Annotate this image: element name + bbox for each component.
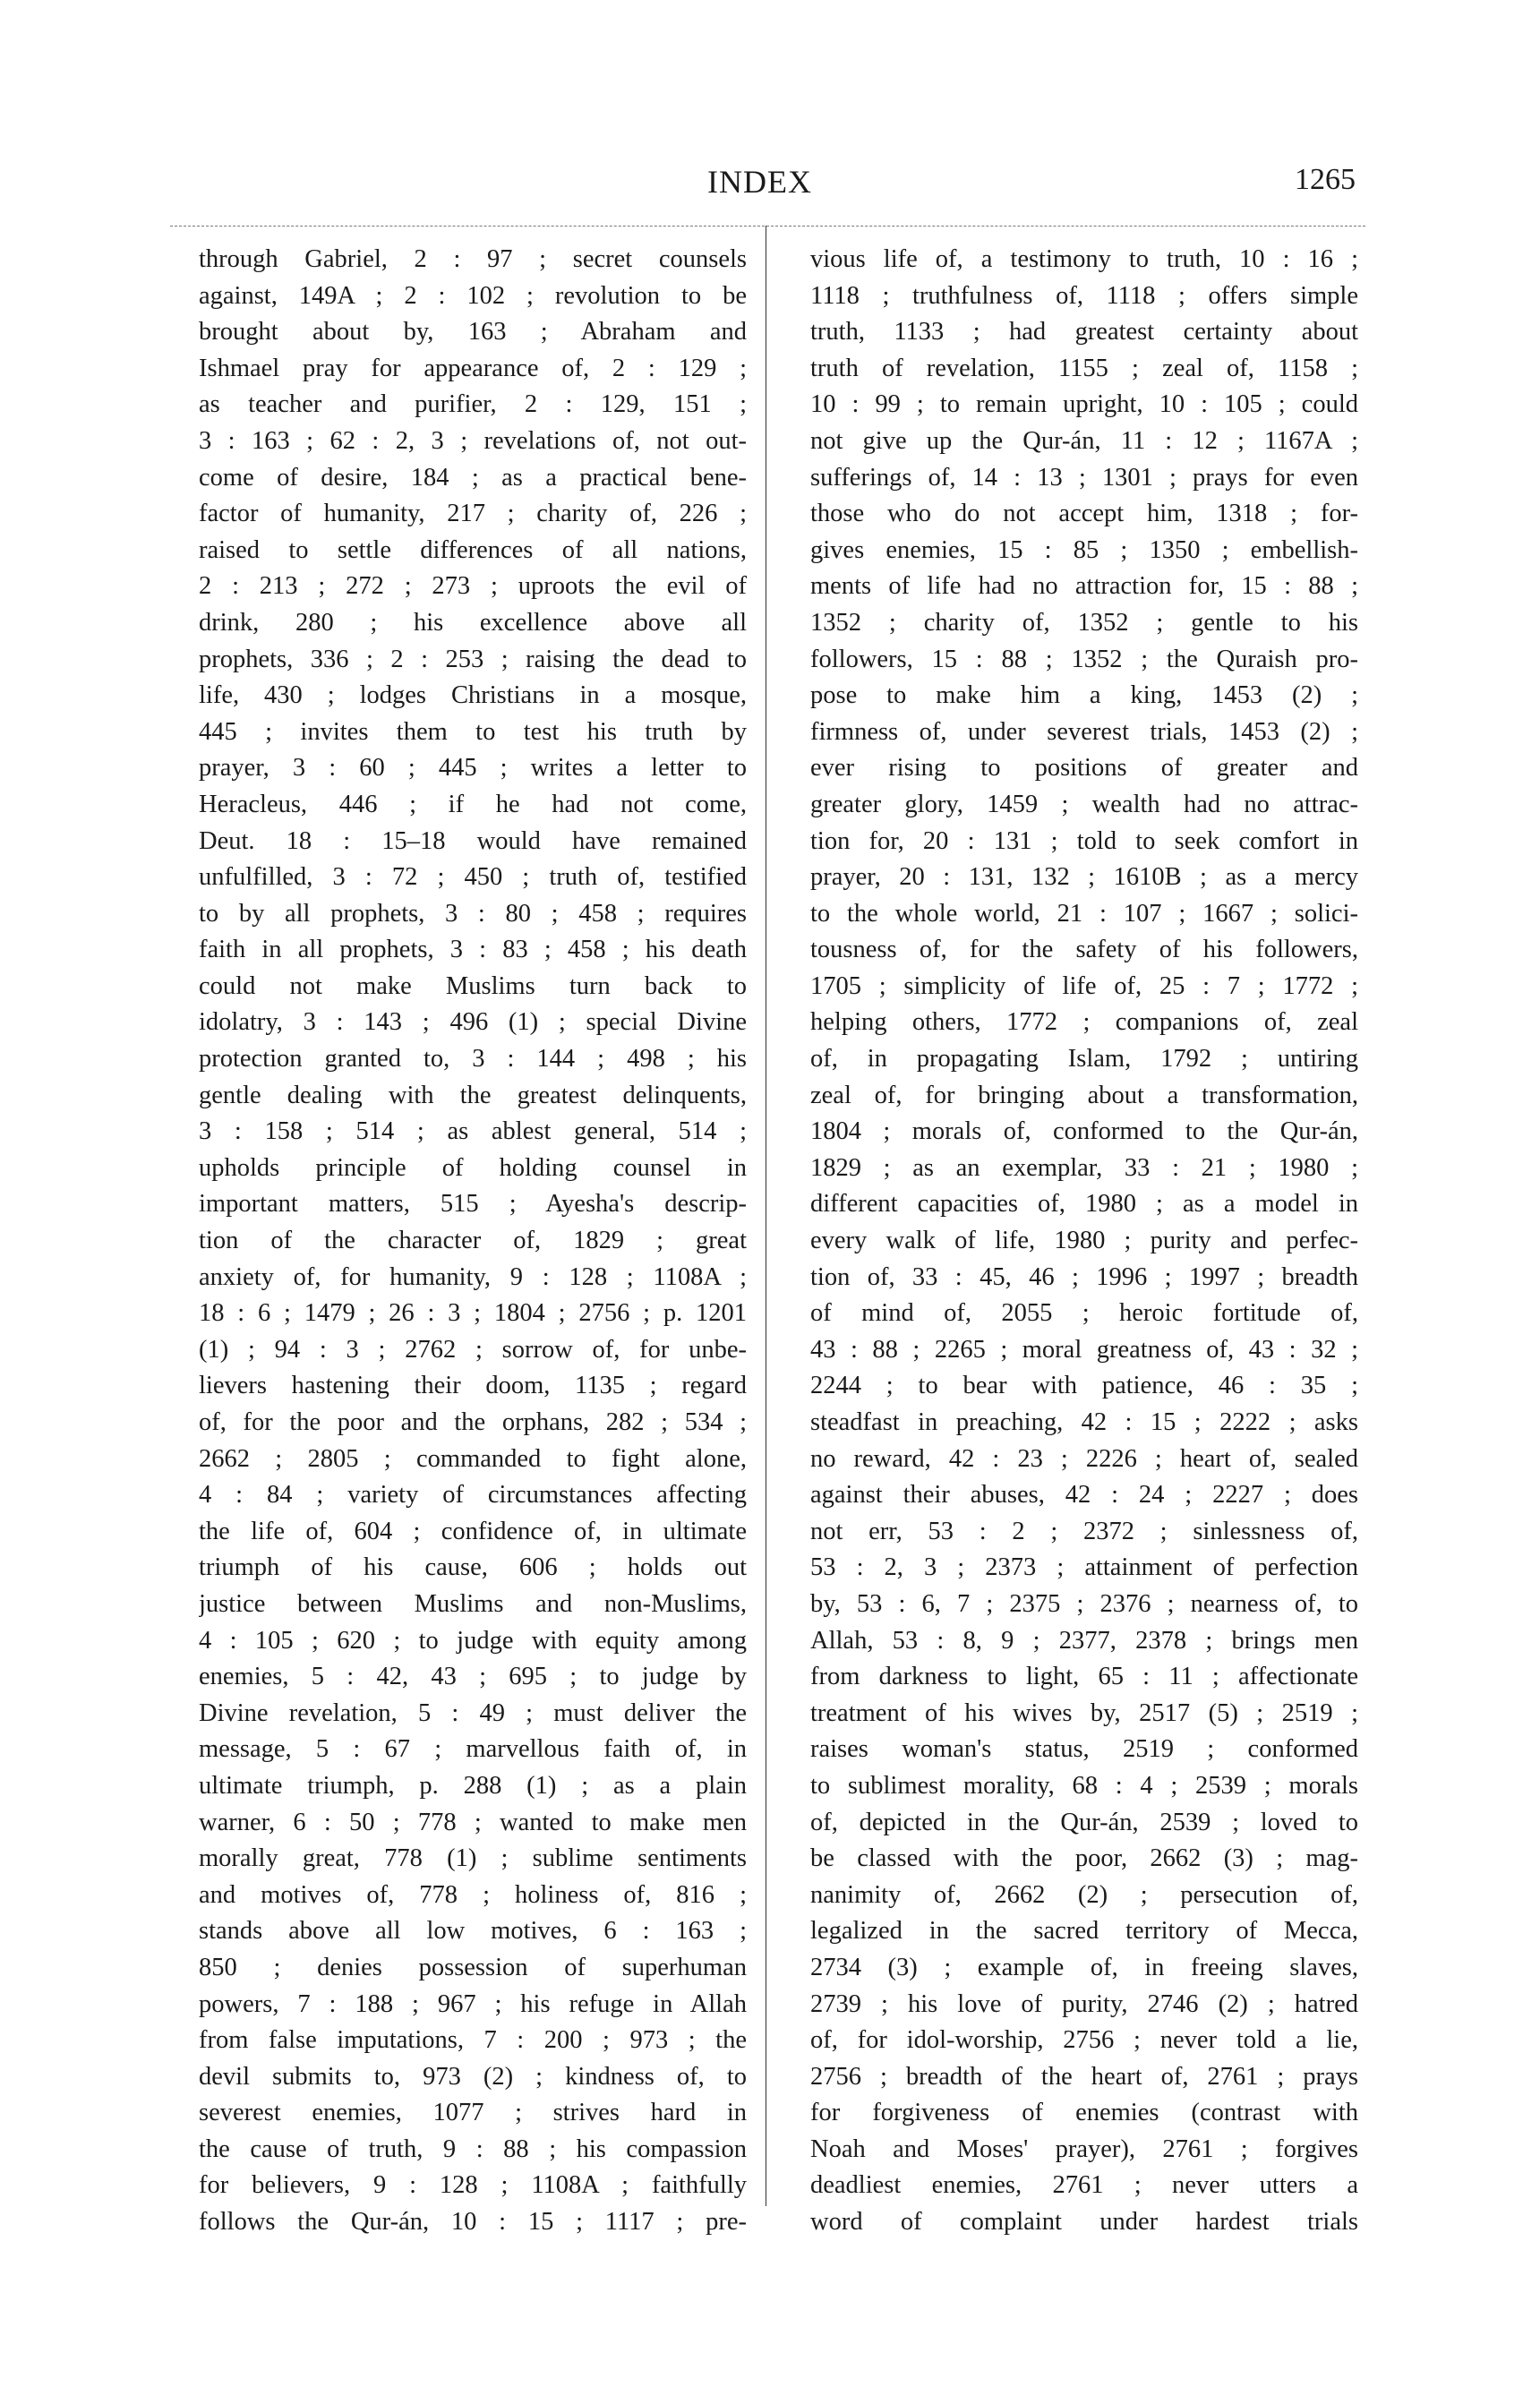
index-line: 4 : 105 ; 620 ; to judge with equity among xyxy=(199,1626,747,1655)
index-line: Ishmael pray for appearance of, 2 : 129 ; xyxy=(199,354,747,382)
index-line: justice between Muslims and non-Muslims, xyxy=(199,1589,747,1618)
index-line: to by all prophets, 3 : 80 ; 458 ; requires xyxy=(199,899,747,928)
index-line: important matters, 515 ; Ayesha's descrip- xyxy=(199,1190,747,1219)
index-line: from false imputations, 7 : 200 ; 973 ; the xyxy=(199,2026,747,2055)
index-line: to sublimest morality, 68 : 4 ; 2539 ; morals xyxy=(810,1771,1358,1800)
index-line: tion for, 20 : 131 ; told to seek comfort in xyxy=(810,826,1358,855)
index-line: nanimity of, 2662 (2) ; persecution of, xyxy=(810,1880,1358,1909)
index-line: through Gabriel, 2 : 97 ; secret counsels xyxy=(199,245,747,273)
index-line: raised to settle differences of all nations, xyxy=(199,535,747,564)
index-line: 1829 ; as an exemplar, 33 : 21 ; 1980 ; xyxy=(810,1153,1358,1182)
index-line: protection granted to, 3 : 144 ; 498 ; his xyxy=(199,1045,747,1074)
index-line: faith in all prophets, 3 : 83 ; 458 ; his death xyxy=(199,936,747,964)
index-line: zeal of, for bringing about a transformation, xyxy=(810,1081,1358,1109)
index-line: of, depicted in the Qur-án, 2539 ; loved to xyxy=(810,1808,1358,1836)
index-line: 3 : 158 ; 514 ; as ablest general, 514 ; xyxy=(199,1117,747,1146)
index-line: for believers, 9 : 128 ; 1108A ; faithfully xyxy=(199,2171,747,2200)
index-line: drink, 280 ; his excellence above all xyxy=(199,608,747,637)
index-column-left xyxy=(199,242,747,2241)
index-line: ultimate triumph, p. 288 (1) ; as a plain xyxy=(199,1771,747,1800)
index-line: 3 : 163 ; 62 : 2, 3 ; revelations of, not out- xyxy=(199,426,747,455)
index-line: 18 : 6 ; 1479 ; 26 : 3 ; 1804 ; 2756 ; p. 1201 xyxy=(199,1299,747,1328)
index-line: anxiety of, for humanity, 9 : 128 ; 1108A ; xyxy=(199,1262,747,1291)
index-line: the cause of truth, 9 : 88 ; his compassion xyxy=(199,2135,747,2163)
index-line: of mind of, 2055 ; heroic fortitude of, xyxy=(810,1299,1358,1328)
index-line: ever rising to positions of greater and xyxy=(810,754,1358,783)
index-line: stands above all low motives, 6 : 163 ; xyxy=(199,1917,747,1946)
index-line: come of desire, 184 ; as a practical bene- xyxy=(199,463,747,492)
index-line: gentle dealing with the greatest delinquents, xyxy=(199,1081,747,1109)
index-line: every walk of life, 1980 ; purity and perfec- xyxy=(810,1227,1358,1255)
index-line: prayer, 3 : 60 ; 445 ; writes a letter to xyxy=(199,754,747,783)
index-line: 2756 ; breadth of the heart of, 2761 ; prays xyxy=(810,2062,1358,2091)
index-line: against, 149A ; 2 : 102 ; revolution to be xyxy=(199,281,747,310)
index-line: of, for idol-worship, 2756 ; never told a lie, xyxy=(810,2026,1358,2055)
index-line: life, 430 ; lodges Christians in a mosque, xyxy=(199,681,747,710)
index-line: the life of, 604 ; confidence of, in ultimate xyxy=(199,1517,747,1545)
index-line: treatment of his wives by, 2517 (5) ; 2519 ; xyxy=(810,1698,1358,1727)
index-line: no reward, 42 : 23 ; 2226 ; heart of, sealed xyxy=(810,1444,1358,1473)
index-line: raises woman's status, 2519 ; conformed xyxy=(810,1735,1358,1764)
index-line: pose to make him a king, 1453 (2) ; xyxy=(810,681,1358,710)
index-line: sufferings of, 14 : 13 ; 1301 ; prays for even xyxy=(810,463,1358,492)
index-line: and motives of, 778 ; holiness of, 816 ; xyxy=(199,1880,747,1909)
index-line: those who do not accept him, 1318 ; for- xyxy=(810,500,1358,528)
index-line: Deut. 18 : 15–18 would have remained xyxy=(199,826,747,855)
index-line: against their abuses, 42 : 24 ; 2227 ; does xyxy=(810,1481,1358,1510)
index-line: for forgiveness of enemies (contrast with xyxy=(810,2099,1358,2127)
index-line: enemies, 5 : 42, 43 ; 695 ; to judge by xyxy=(199,1663,747,1691)
index-line: greater glory, 1459 ; wealth had no attrac- xyxy=(810,790,1358,818)
index-line: factor of humanity, 217 ; charity of, 226 ; xyxy=(199,500,747,528)
index-line: from darkness to light, 65 : 11 ; affectionate xyxy=(810,1663,1358,1691)
index-line: tousness of, for the safety of his followers, xyxy=(810,936,1358,964)
index-line: be classed with the poor, 2662 (3) ; mag- xyxy=(810,1844,1358,1873)
index-line: warner, 6 : 50 ; 778 ; wanted to make men xyxy=(199,1808,747,1836)
index-line: upholds principle of holding counsel in xyxy=(199,1153,747,1182)
index-line: of, for the poor and the orphans, 282 ; 534 ; xyxy=(199,1408,747,1436)
index-line: steadfast in preaching, 42 : 15 ; 2222 ; asks xyxy=(810,1408,1358,1436)
index-line: not give up the Qur-án, 11 : 12 ; 1167A ; xyxy=(810,426,1358,455)
index-line: severest enemies, 1077 ; strives hard in xyxy=(199,2099,747,2127)
index-line: 43 : 88 ; 2265 ; moral greatness of, 43 : 32 ; xyxy=(810,1335,1358,1364)
index-line: 445 ; invites them to test his truth by xyxy=(199,717,747,746)
index-line: triumph of his cause, 606 ; holds out xyxy=(199,1553,747,1582)
index-line: ments of life had no attraction for, 15 : 88 ; xyxy=(810,572,1358,601)
index-line: idolatry, 3 : 143 ; 496 (1) ; special Divine xyxy=(199,1008,747,1037)
index-line: prayer, 20 : 131, 132 ; 1610B ; as a mercy xyxy=(810,863,1358,892)
index-line: brought about by, 163 ; Abraham and xyxy=(199,318,747,346)
index-line: powers, 7 : 188 ; 967 ; his refuge in Allah xyxy=(199,1989,747,2018)
index-line: 2739 ; his love of purity, 2746 (2) ; hatred xyxy=(810,1989,1358,2018)
index-line: Noah and Moses' prayer), 2761 ; forgives xyxy=(810,2135,1358,2163)
index-line: 4 : 84 ; variety of circumstances affecting xyxy=(199,1481,747,1510)
index-line: prophets, 336 ; 2 : 253 ; raising the dead to xyxy=(199,645,747,673)
page-number: 1265 xyxy=(1295,163,1356,196)
index-line: could not make Muslims turn back to xyxy=(199,971,747,1000)
header-rule xyxy=(170,226,1365,227)
index-line: 850 ; denies possession of superhuman xyxy=(199,1953,747,1981)
index-line: word of complaint under hardest trials xyxy=(810,2208,1358,2237)
index-line: different capacities of, 1980 ; as a model in xyxy=(810,1190,1358,1219)
index-line: morally great, 778 (1) ; sublime sentiments xyxy=(199,1844,747,1873)
index-line: 10 : 99 ; to remain upright, 10 : 105 ; could xyxy=(810,390,1358,419)
page-title: INDEX xyxy=(707,164,812,200)
index-line: 2244 ; to bear with patience, 46 : 35 ; xyxy=(810,1372,1358,1400)
index-line: legalized in the sacred territory of Mecca, xyxy=(810,1917,1358,1946)
index-line: 1118 ; truthfulness of, 1118 ; offers simple xyxy=(810,281,1358,310)
index-line: as teacher and purifier, 2 : 129, 151 ; xyxy=(199,390,747,419)
index-line: 1352 ; charity of, 1352 ; gentle to his xyxy=(810,608,1358,637)
index-line: to the whole world, 21 : 107 ; 1667 ; solici- xyxy=(810,899,1358,928)
index-line: 1804 ; morals of, conformed to the Qur-án, xyxy=(810,1117,1358,1146)
index-line: lievers hastening their doom, 1135 ; regard xyxy=(199,1372,747,1400)
index-line: tion of the character of, 1829 ; great xyxy=(199,1227,747,1255)
index-line: of, in propagating Islam, 1792 ; untiring xyxy=(810,1045,1358,1074)
index-line: 53 : 2, 3 ; 2373 ; attainment of perfection xyxy=(810,1553,1358,1582)
index-line: 1705 ; simplicity of life of, 25 : 7 ; 1772 ; xyxy=(810,971,1358,1000)
index-line: followers, 15 : 88 ; 1352 ; the Quraish pro- xyxy=(810,645,1358,673)
index-line: Divine revelation, 5 : 49 ; must deliver the xyxy=(199,1698,747,1727)
index-line: Allah, 53 : 8, 9 ; 2377, 2378 ; brings men xyxy=(810,1626,1358,1655)
index-line: Heracleus, 446 ; if he had not come, xyxy=(199,790,747,818)
running-head xyxy=(0,163,1540,208)
index-line: 2 : 213 ; 272 ; 273 ; uproots the evil of xyxy=(199,572,747,601)
index-line: 2734 (3) ; example of, in freeing slaves, xyxy=(810,1953,1358,1981)
index-line: devil submits to, 973 (2) ; kindness of, to xyxy=(199,2062,747,2091)
index-line: 2662 ; 2805 ; commanded to fight alone, xyxy=(199,1444,747,1473)
index-line: deadliest enemies, 2761 ; never utters a xyxy=(810,2171,1358,2200)
index-line: (1) ; 94 : 3 ; 2762 ; sorrow of, for unbe- xyxy=(199,1335,747,1364)
index-column-right xyxy=(810,242,1358,2241)
index-line: unfulfilled, 3 : 72 ; 450 ; truth of, testified xyxy=(199,863,747,892)
index-line: truth of revelation, 1155 ; zeal of, 1158 ; xyxy=(810,354,1358,382)
index-line: gives enemies, 15 : 85 ; 1350 ; embellish- xyxy=(810,535,1358,564)
index-line: vious life of, a testimony to truth, 10 : 16 ; xyxy=(810,245,1358,273)
index-line: follows the Qur-án, 10 : 15 ; 1117 ; pre- xyxy=(199,2208,747,2237)
index-line: by, 53 : 6, 7 ; 2375 ; 2376 ; nearness of, to xyxy=(810,1589,1358,1618)
index-line: helping others, 1772 ; companions of, zeal xyxy=(810,1008,1358,1037)
index-line: message, 5 : 67 ; marvellous faith of, in xyxy=(199,1735,747,1764)
index-line: firmness of, under severest trials, 1453 (2) ; xyxy=(810,717,1358,746)
index-line: truth, 1133 ; had greatest certainty about xyxy=(810,318,1358,346)
index-line: tion of, 33 : 45, 46 ; 1996 ; 1997 ; breadth xyxy=(810,1262,1358,1291)
index-line: not err, 53 : 2 ; 2372 ; sinlessness of, xyxy=(810,1517,1358,1545)
